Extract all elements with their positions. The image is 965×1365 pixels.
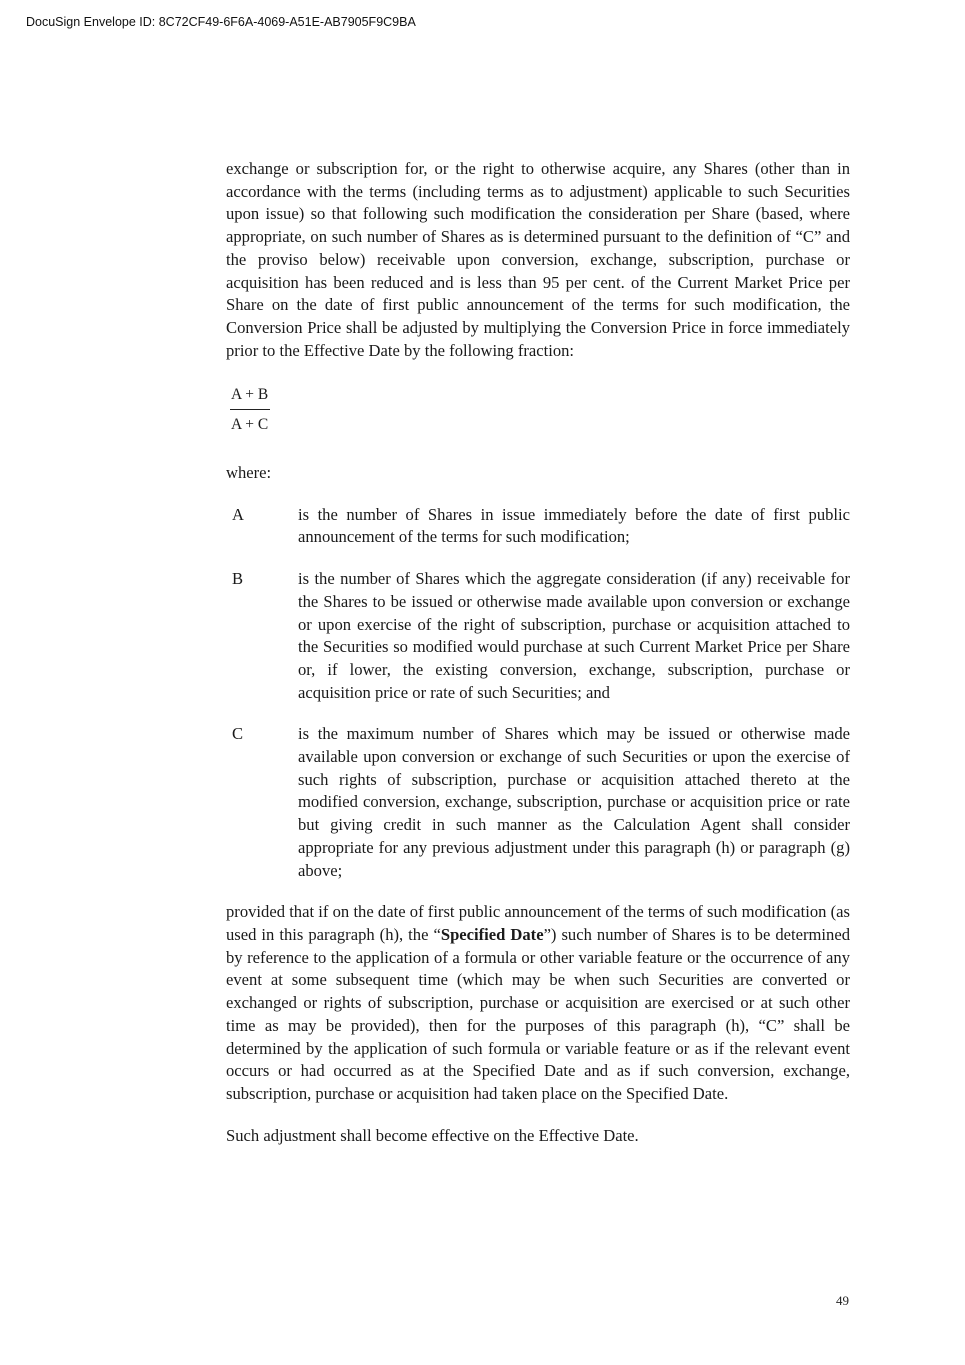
intro-paragraph: exchange or subscription for, or the right to otherwise acquire, any Shares (other than in accordance with the terms (including terms as to adjustment) applicable to such Securities upon issue) so that following such modification the consideration per Share (based, where appropriate, on such number of Shares as is determined pursuant to the definition of “C” and the proviso below) receivable upon conversion, exchange, subscription, purchase or acquisition has been reduced and is less than 95 per cent. of the Current Market Price per Share on the date of first public announcement of the terms for such modification, the Conversion Price shall be adjusted by multiplying the Conversion Price in force immediately prior to the Effective Date by the following fraction: <box>226 159 850 360</box>
definition-text: is the number of Shares which the aggregate consideration (if any) receivable for the Shares to be issued or otherwise made available upon conversion or exchange or upon exercise of the right of subscription, purchase or acquisition attached to the Securities so modified would purchase at such Current Market Price per Share or, if lower, the existing conversion, exchange, subscription, purchase or acquisition price or rate of such Securities; and <box>298 569 850 702</box>
definition-b <box>226 568 850 704</box>
closing-paragraph: Such adjustment shall become effective on the Effective Date. <box>226 1125 639 1145</box>
document-body <box>226 158 850 1147</box>
adjustment-fraction <box>230 385 270 435</box>
proviso-paragraph <box>226 901 850 1105</box>
definition-text: is the number of Shares in issue immediately before the date of first public announcement of the terms for such modification; <box>298 504 850 547</box>
definition-a <box>226 504 850 549</box>
page-number: 49 <box>836 1293 849 1308</box>
fraction-denominator: A + C <box>231 416 269 434</box>
specified-date-term: Specified Date <box>440 924 544 944</box>
fraction-numerator: A + B <box>230 385 270 410</box>
proviso-text-start: provided that if on the date of first public announcement of the terms of such modification (as used in this paragraph (h), the “ <box>226 902 850 944</box>
docusign-envelope-id: DocuSign Envelope ID: 8C72CF49-6F6A-4069-A51E-AB7905F9C9BA <box>26 15 416 29</box>
definition-term: A <box>232 504 244 524</box>
definition-text: is the maximum number of Shares which may be issued or otherwise made available upon conversion or exchange of such Securities or upon the exercise of such rights of subscription, purchase or acquisition attached thereto at the modified conversion, exchange, subscription, purchase or acquisition price or rate but giving credit in such manner as the Calculation Agent shall consider appropriate for any previous adjustment under this paragraph (h) or paragraph (g) above; <box>298 724 850 880</box>
where-label: where: <box>226 463 272 483</box>
definition-term: C <box>232 724 244 744</box>
proviso-text-end: ”) such number of Shares is to be determined by reference to the application of a formula or other variable feature or the occurrence of any event at some subsequent time (which may be when such Securities are converted or exchanged or rights of subscription, purchase or acquisition are exercised or at such other time as may be provided), then for the purposes of this paragraph (h), “C” shall be determined by the application of such formula or variable feature or as if the relevant event occurs or had occurred as at the Specified Date and as if such conversion, exchange, subscription, purchase or acquisition had taken place on the Specified Date. <box>226 924 850 1103</box>
definition-term: B <box>232 569 244 589</box>
definition-c <box>226 723 850 882</box>
